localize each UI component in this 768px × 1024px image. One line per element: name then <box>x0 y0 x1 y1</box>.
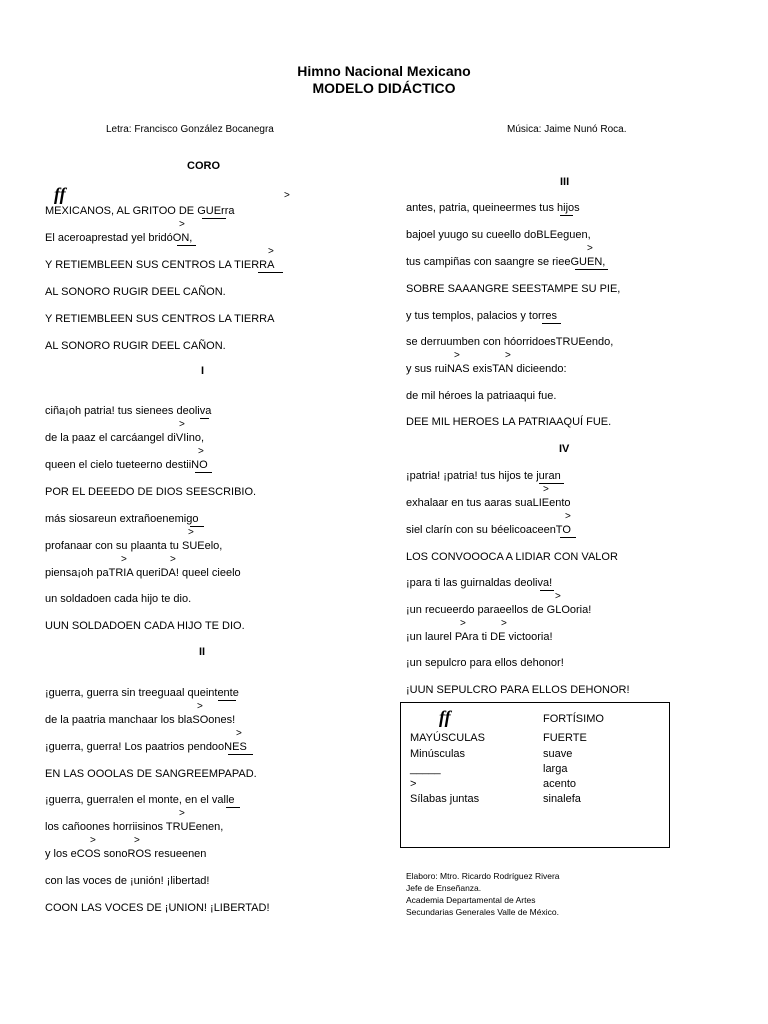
accent-mark: > <box>505 350 511 361</box>
page-title: Himno Nacional Mexicano <box>297 63 471 79</box>
footer-line-4: Secundarias Generales Valle de México. <box>406 907 559 917</box>
accent-mark: > <box>543 484 549 495</box>
stanza-2-line-5: ¡guerra, guerra!en el monte, en el valle <box>45 794 235 806</box>
legend-symbol-underline: _____ <box>410 763 441 775</box>
stanza-4-line-4: LOS CONVOOOCA A LIDIAR CON VALOR <box>406 551 618 563</box>
legend-symbol-accent: > <box>410 778 417 790</box>
long-syllable-underline <box>226 807 240 808</box>
accent-mark: > <box>188 527 194 538</box>
accent-mark: > <box>90 835 96 846</box>
accent-mark: > <box>501 618 507 629</box>
long-syllable-underline <box>560 215 573 216</box>
long-syllable-underline <box>190 526 204 527</box>
legend-meaning-fortissimo: FORTÍSIMO <box>543 713 604 725</box>
stanza-3-line-6: se derruumben con hóorridoesTRUEendo, <box>406 336 614 348</box>
stanza-1-line-9: UUN SOLDADOEN CADA HIJO TE DIO. <box>45 620 245 632</box>
accent-mark: > <box>198 446 204 457</box>
accent-mark: > <box>587 243 593 254</box>
stanza-1-line-3: queen el cielo tueteerno destiiNO <box>45 459 208 471</box>
stanza-2-line-4: EN LAS OOOLAS DE SANGREEMPAPAD. <box>45 768 257 780</box>
long-syllable-underline <box>202 218 226 219</box>
legend-meaning-synalepha: sinalefa <box>543 793 581 805</box>
long-syllable-underline <box>177 245 196 246</box>
legend-symbol-uppercase: MAYÚSCULAS <box>410 732 485 744</box>
stanza-4-line-7: ¡un laurel PAra ti DE victooria! <box>406 631 553 643</box>
page-subtitle: MODELO DIDÁCTICO <box>312 80 456 96</box>
stanza-4-line-5: ¡para ti las guirnaldas deoliva! <box>406 577 553 589</box>
legend-box <box>400 702 670 848</box>
long-syllable-underline <box>258 272 283 273</box>
stanza-1-heading: I <box>201 365 205 377</box>
accent-mark: > <box>170 554 176 565</box>
stanza-3-line-9: DEE MIL HEROES LA PATRIAAQUÍ FUE. <box>406 416 612 428</box>
stanza-4-line-1: ¡patria! ¡patria! tus hijos te juran <box>406 470 561 482</box>
stanza-3-line-8: de mil héroes la patriaaqui fue. <box>406 390 557 402</box>
coro-line-5: Y RETIEMBLEEN SUS CENTROS LA TIERRA <box>45 313 275 325</box>
legend-symbol-joined-syllables: Sílabas juntas <box>410 793 480 805</box>
stanza-4-line-2: exhalaar en tus aaras suaLIEento <box>406 497 571 509</box>
stanza-3-line-3: tus campiñas con saangre se rieeGUEN, <box>406 256 606 268</box>
fortissimo-mark: ff <box>54 184 66 204</box>
long-syllable-underline <box>200 418 209 419</box>
accent-mark: > <box>179 219 185 230</box>
coro-line-6: AL SONORO RUGIR DEEL CAÑON. <box>45 340 226 352</box>
legend-meaning-soft: suave <box>543 748 573 760</box>
stanza-1-line-2: de la paaz el carcáangel diVIino, <box>45 432 204 444</box>
long-syllable-underline <box>539 483 564 484</box>
stanza-1-line-6: profanaar con su plaanta tu SUEelo, <box>45 540 223 552</box>
stanza-4-line-9: ¡UUN SEPULCRO PARA ELLOS DEHONOR! <box>406 684 630 696</box>
stanza-2-line-2: de la paatria manchaar los blaSOones! <box>45 714 236 726</box>
coro-heading: CORO <box>187 160 220 172</box>
accent-mark: > <box>565 511 571 522</box>
stanza-2-line-8: con las voces de ¡unión! ¡libertad! <box>45 875 210 887</box>
stanza-2-line-3: ¡guerra, guerra! Los paatrios pendooNES <box>45 741 247 753</box>
stanza-1-line-4: POR EL DEEEDO DE DIOS SEESCRIBIO. <box>45 486 257 498</box>
stanza-3-line-2: bajoel yuugo su cueello doBLEeguen, <box>406 229 591 241</box>
accent-mark: > <box>236 728 242 739</box>
accent-mark: > <box>197 701 203 712</box>
accent-mark: > <box>454 350 460 361</box>
accent-mark: > <box>555 591 561 602</box>
long-syllable-underline <box>542 323 561 324</box>
footer-line-2: Jefe de Enseñanza. <box>406 883 482 893</box>
accent-mark: > <box>134 835 140 846</box>
stanza-1-line-7: piensa¡oh paTRIA queriDA! queel cieelo <box>45 567 241 579</box>
accent-mark: > <box>268 246 274 257</box>
stanza-2-line-9: COON LAS VOCES DE ¡UNION! ¡LIBERTAD! <box>45 902 270 914</box>
stanza-2-line-7: y los eCOS sonoROS resueenen <box>45 848 207 860</box>
stanza-2-heading: II <box>199 646 206 658</box>
long-syllable-underline <box>540 590 554 591</box>
stanza-3-line-4: SOBRE SAAANGRE SEESTAMPE SU PIE, <box>406 283 621 295</box>
accent-mark: > <box>179 419 185 430</box>
footer-credits <box>406 870 560 918</box>
long-syllable-underline <box>195 472 212 473</box>
coro-line-1: MEXICANOS, AL GRITOO DE GUErra <box>45 205 235 217</box>
legend-meaning-strong: FUERTE <box>543 732 587 744</box>
long-syllable-underline <box>560 537 576 538</box>
accent-mark: > <box>179 808 185 819</box>
stanza-2-line-6: los cañoones horriisinos TRUEenen, <box>45 821 224 833</box>
stanza-1-line-5: más siosareun extrañoenemigo <box>45 513 199 525</box>
accent-mark: > <box>121 554 127 565</box>
footer-line-3: Academia Departamental de Artes <box>406 895 536 905</box>
stanza-3-line-1: antes, patria, queineermes tus hijos <box>406 202 580 214</box>
long-syllable-underline <box>575 269 608 270</box>
long-syllable-underline <box>228 754 253 755</box>
coro-line-4: AL SONORO RUGIR DEEL CAÑON. <box>45 286 226 298</box>
coro-line-3: Y RETIEMBLEEN SUS CENTROS LA TIERRA <box>45 259 275 271</box>
legend-meaning-accent: acento <box>543 778 577 790</box>
stanza-4-line-6: ¡un recueerdo paraeellos de GLOoria! <box>406 604 592 616</box>
accent-mark: > <box>284 190 290 201</box>
stanza-4-line-3: siel clarín con su béelicoaceenTO <box>406 524 571 536</box>
lyrics-credit: Letra: Francisco González Bocanegra <box>106 124 274 135</box>
stanza-3-line-7: y sus ruiNAS exisTAN dicieendo: <box>406 363 567 375</box>
stanza-2-line-1: ¡guerra, guerra sin treeguaal queintente <box>45 687 239 699</box>
footer-line-1: Elaboro: Mtro. Ricardo Rodríguez Rivera <box>406 871 560 881</box>
stanza-1-line-1: ciña¡oh patria! tus sienees deoliva <box>45 405 212 417</box>
stanza-4-heading: IV <box>559 443 570 455</box>
coro-line-2: El aceroaprestad yel bridóON, <box>45 232 193 244</box>
stanza-3-heading: III <box>560 176 570 188</box>
legend-meaning-long: larga <box>543 763 568 775</box>
stanza-1-line-8: un soldadoen cada hijo te dio. <box>45 593 192 605</box>
legend-symbol-lowercase: Minúsculas <box>410 748 466 760</box>
fortissimo-symbol: ff <box>439 707 451 727</box>
music-credit: Música: Jaime Nunó Roca. <box>507 124 627 135</box>
stanza-3-line-5: y tus templos, palacios y torres <box>406 310 558 322</box>
accent-mark: > <box>460 618 466 629</box>
long-syllable-underline <box>218 700 236 701</box>
stanza-4-line-8: ¡un sepulcro para ellos dehonor! <box>406 657 564 669</box>
